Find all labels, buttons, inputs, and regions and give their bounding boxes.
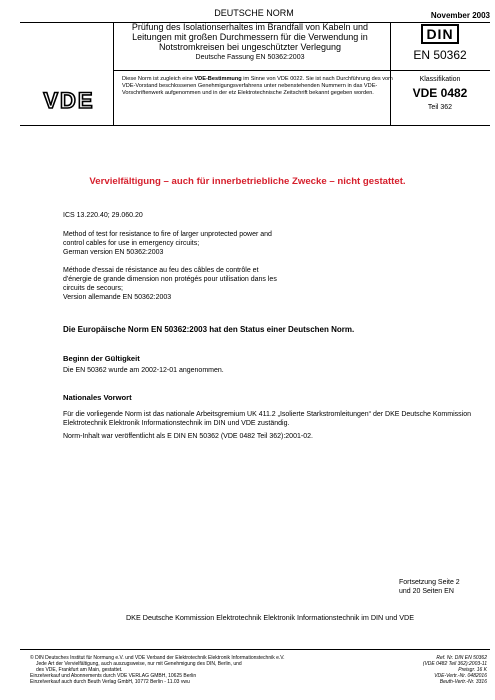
- ics-codes: ICS 13.220.40; 29.060.20: [63, 212, 143, 219]
- french-title: Méthode d'essai de résistance au feu des câbles de contrôle et d'énergie de grande dimension non protégés pour utilisation dans les circuits de secours; Version allemande EN 50362:2003: [63, 267, 277, 301]
- norm-label: DEUTSCHE NORM: [214, 8, 294, 18]
- foreword-note: Norm-Inhalt war veröffentlicht als E DIN EN 50362 (VDE 0482 Teil 362):2001-02.: [63, 433, 313, 440]
- vde-logo-text: VDE: [43, 88, 95, 113]
- continuation-note: Fortsetzung Seite 2 und 20 Seiten EN: [399, 579, 460, 595]
- english-title: Method of test for resistance to fire of larger unprotected power and control cables for use in emergency circuits; German version EN 50362:2003: [63, 231, 272, 256]
- standard-number: EN 50362: [413, 48, 467, 62]
- validity-heading: Beginn der Gültigkeit: [63, 354, 140, 363]
- header-rule-middle: [113, 70, 490, 71]
- footer-copyright: © DIN Deutsches Institut für Normung e.V. und VDE Verband der Elektrotechnik Elektronik Informationstechnik e.V. Jede Art der Vervielfältigung, auch auszugsweise, nur mit Genehmigung des DIN, Berlin, und des VDE, Frankfurt am Main, gestattet. Einzelverkauf und Abonnements durch VDE VERLAG GMBH, 10625 Berlin Einzelverkauf auch durch Beuth Verlag GmbH, 10772 Berlin - 11.03 vwu: [30, 655, 285, 686]
- document-title: Prüfung des Isolationserhaltes im Brandfall von Kabeln und Leitungen mit großen Durchmessern für die Verwendung in Notstromkreisen bei ungeschützter Verlegung Deutsche Fassung EN 50362:2003: [113, 22, 387, 69]
- din-block: [400, 24, 480, 62]
- publication-date: November 2003: [430, 11, 490, 20]
- classification-label: Klassifikation: [419, 76, 461, 83]
- header-divider-right: [390, 22, 391, 125]
- copy-warning: Vervielfältigung – auch für innerbetriebliche Zwecke – nicht gestattet.: [89, 176, 406, 187]
- vde-logo: [30, 86, 108, 114]
- din-logo: DIN: [421, 24, 458, 44]
- classification-block: [392, 76, 488, 111]
- footer-references: Ref. Nr. DIN EN 50362 (VDE 0482 Teil 362):2003-11 Preisgr. 16 K VDE-Vertr.-Nr. 0482016 Beuth-Vertr.-Nr. 3316: [422, 655, 487, 686]
- classification-part: Teil 362: [427, 104, 453, 111]
- version-subtitle: Deutsche Fassung EN 50362:2003: [195, 54, 305, 61]
- footer-rule: [20, 649, 490, 650]
- header-top: [58, 8, 490, 23]
- foreword-text: Für die vorliegende Norm ist das nationale Arbeitsgremium UK 411.2 „Isolierte Starkstromleitungen“ der DKE Deutsche Kommission Elektrotechnik Elektronik Informationstechnik im DIN und VDE zuständig.: [63, 411, 471, 427]
- classification-number: VDE 0482: [412, 86, 468, 100]
- validity-text: Die EN 50362 wurde am 2002-12-01 angenommen.: [63, 367, 224, 374]
- vde-info-text: Diese Norm ist zugleich eine VDE-Bestimmung im Sinne von VDE 0022. Sie ist nach Durchführung des vom VDE-Vorstand beschlossenen Genehmigungsverfahrens unter nebenstehenden Nummern in das VDE-Vorschriftenwerk aufgenommen und in der etz Elektrotechnische Zeitschrift bekannt gegeben worden.: [122, 76, 393, 97]
- header-rule-bottom: [20, 125, 490, 126]
- foreword-heading: Nationales Vorwort: [63, 393, 132, 402]
- status-statement: Die Europäische Norm EN 50362:2003 hat den Status einer Deutschen Norm.: [63, 325, 355, 334]
- dke-line: DKE Deutsche Kommission Elektrotechnik Elektronik Informationstechnik im DIN und VDE: [125, 613, 414, 622]
